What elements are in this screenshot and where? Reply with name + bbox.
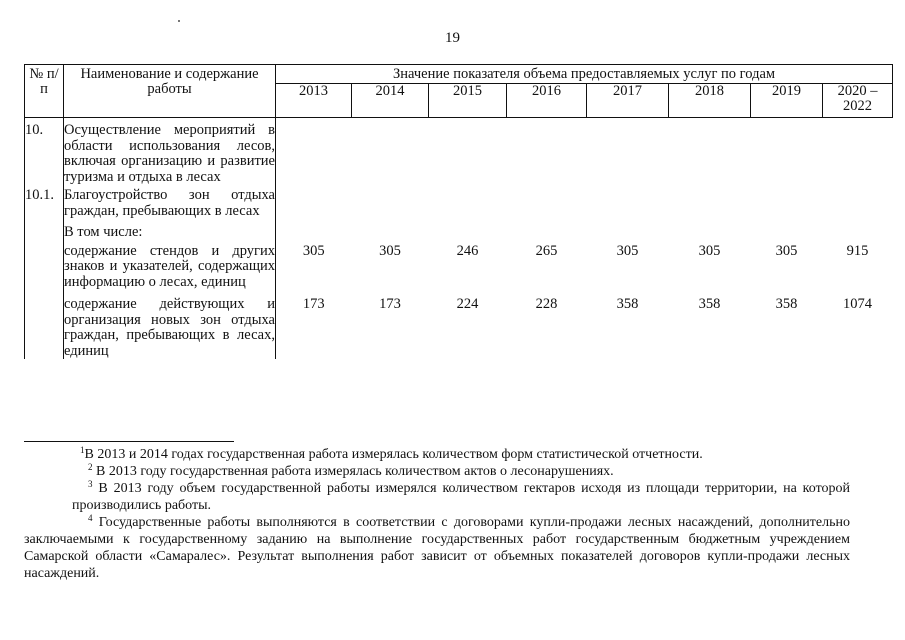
row-value: 358 (616, 296, 639, 312)
footnote-mark: 1 (80, 445, 85, 455)
row-num (25, 219, 64, 241)
footnote-mark: 4 (88, 513, 93, 523)
row-value: 358 (698, 296, 721, 312)
row-num (25, 290, 64, 359)
row-value (587, 118, 669, 186)
header-group: Значение показателя объема предоставляемых услуг по годам (276, 65, 893, 84)
row-value: 246 (456, 242, 479, 259)
footnote-text: Государственные работы выполняются в соответствии с договорами купли-продажи лесных насаждений, дополнительно заключаемыми к государственному заданию на выполнение государственных работ государственным бюджетным учреждением Самарской области «Самаралес». Результат выполнения работ зависит от объемных показателей договоров купли-продажи лесных насаждений. (24, 515, 850, 581)
row-value (669, 185, 751, 219)
footnote-3 (72, 480, 850, 514)
row-name: Осуществление мероприятий в области использования лесов, включая организацию и развитие туризма и отдыха в лесах (64, 118, 276, 186)
footnote-text: В 2013 году объем государственной работы измерялся количеством гектаров исходя из площади территории, на которой производились работы. (72, 481, 851, 513)
row-value (823, 185, 893, 219)
row-value (751, 118, 823, 186)
header-year-2018: 2018 (669, 84, 751, 118)
footnote-text: В 2013 году государственная работа измерялась количеством актов о лесонарушениях. (96, 464, 614, 479)
footnote-mark: 2 (88, 462, 93, 472)
footnote-4 (24, 514, 850, 582)
footnote-2 (72, 463, 850, 480)
row-value (276, 118, 352, 186)
row-value: 228 (535, 296, 558, 312)
row-value (669, 219, 751, 241)
row-value (823, 118, 893, 186)
row-value (276, 219, 352, 241)
row-value (823, 219, 893, 241)
footnotes (24, 445, 851, 582)
row-value: 358 (775, 296, 798, 312)
row-value (507, 118, 587, 186)
row-name: В том числе: (64, 219, 276, 241)
header-year-2017: 2017 (587, 84, 669, 118)
table-row (25, 185, 893, 219)
row-value: 305 (616, 242, 639, 259)
services-volume-table (24, 64, 893, 359)
row-value (751, 185, 823, 219)
table-row (25, 290, 893, 359)
row-value (429, 219, 507, 241)
row-value: 173 (302, 296, 325, 312)
scan-speck (178, 20, 180, 22)
footnote-text: В 2013 и 2014 годах государственная работа измерялась количеством форм статистической отчетности. (84, 447, 703, 462)
row-value: 305 (775, 242, 798, 259)
row-name: содержание стендов и других знаков и указателей, содержащих информацию о лесах, единиц (64, 242, 275, 290)
row-value: 224 (456, 296, 479, 312)
row-value (352, 219, 429, 241)
page-number: 19 (445, 30, 460, 46)
row-value (507, 185, 587, 219)
row-value: 265 (535, 242, 558, 259)
row-value (507, 219, 587, 241)
header-name: Наименование и содержание работы (64, 65, 276, 118)
header-year-2013: 2013 (276, 84, 352, 118)
footnote-separator (24, 441, 234, 442)
row-value (669, 118, 751, 186)
row-name: Благоустройство зон отдыха граждан, пребывающих в лесах (64, 187, 275, 219)
table-row (25, 241, 893, 291)
header-year-2019: 2019 (751, 84, 823, 118)
row-value (751, 219, 823, 241)
row-value: 915 (846, 242, 869, 259)
row-name: содержание действующих и организация новых зон отдыха граждан, пребывающих в лесах, единиц (64, 290, 276, 359)
row-value (429, 118, 507, 186)
header-year-2016: 2016 (507, 84, 587, 118)
row-num (25, 241, 64, 291)
row-value: 1074 (843, 296, 873, 312)
row-value (276, 185, 352, 219)
header-num: № п/п (25, 65, 64, 118)
row-num: 10.1. (25, 185, 64, 219)
row-value (352, 185, 429, 219)
row-value (587, 185, 669, 219)
row-value: 305 (302, 242, 325, 259)
row-value: 305 (379, 242, 401, 259)
row-value: 305 (698, 242, 721, 259)
header-year-2020-2022: 2020 – 2022 (823, 84, 893, 118)
row-value (587, 219, 669, 241)
row-value (352, 118, 429, 186)
header-year-2014: 2014 (352, 84, 429, 118)
table-row (25, 118, 893, 186)
table-row (25, 219, 893, 241)
footnote-mark: 3 (88, 479, 93, 489)
header-year-2015: 2015 (429, 84, 507, 118)
row-num: 10. (25, 118, 64, 186)
row-value (429, 185, 507, 219)
footnote-1 (72, 446, 850, 463)
row-value: 173 (379, 296, 401, 312)
